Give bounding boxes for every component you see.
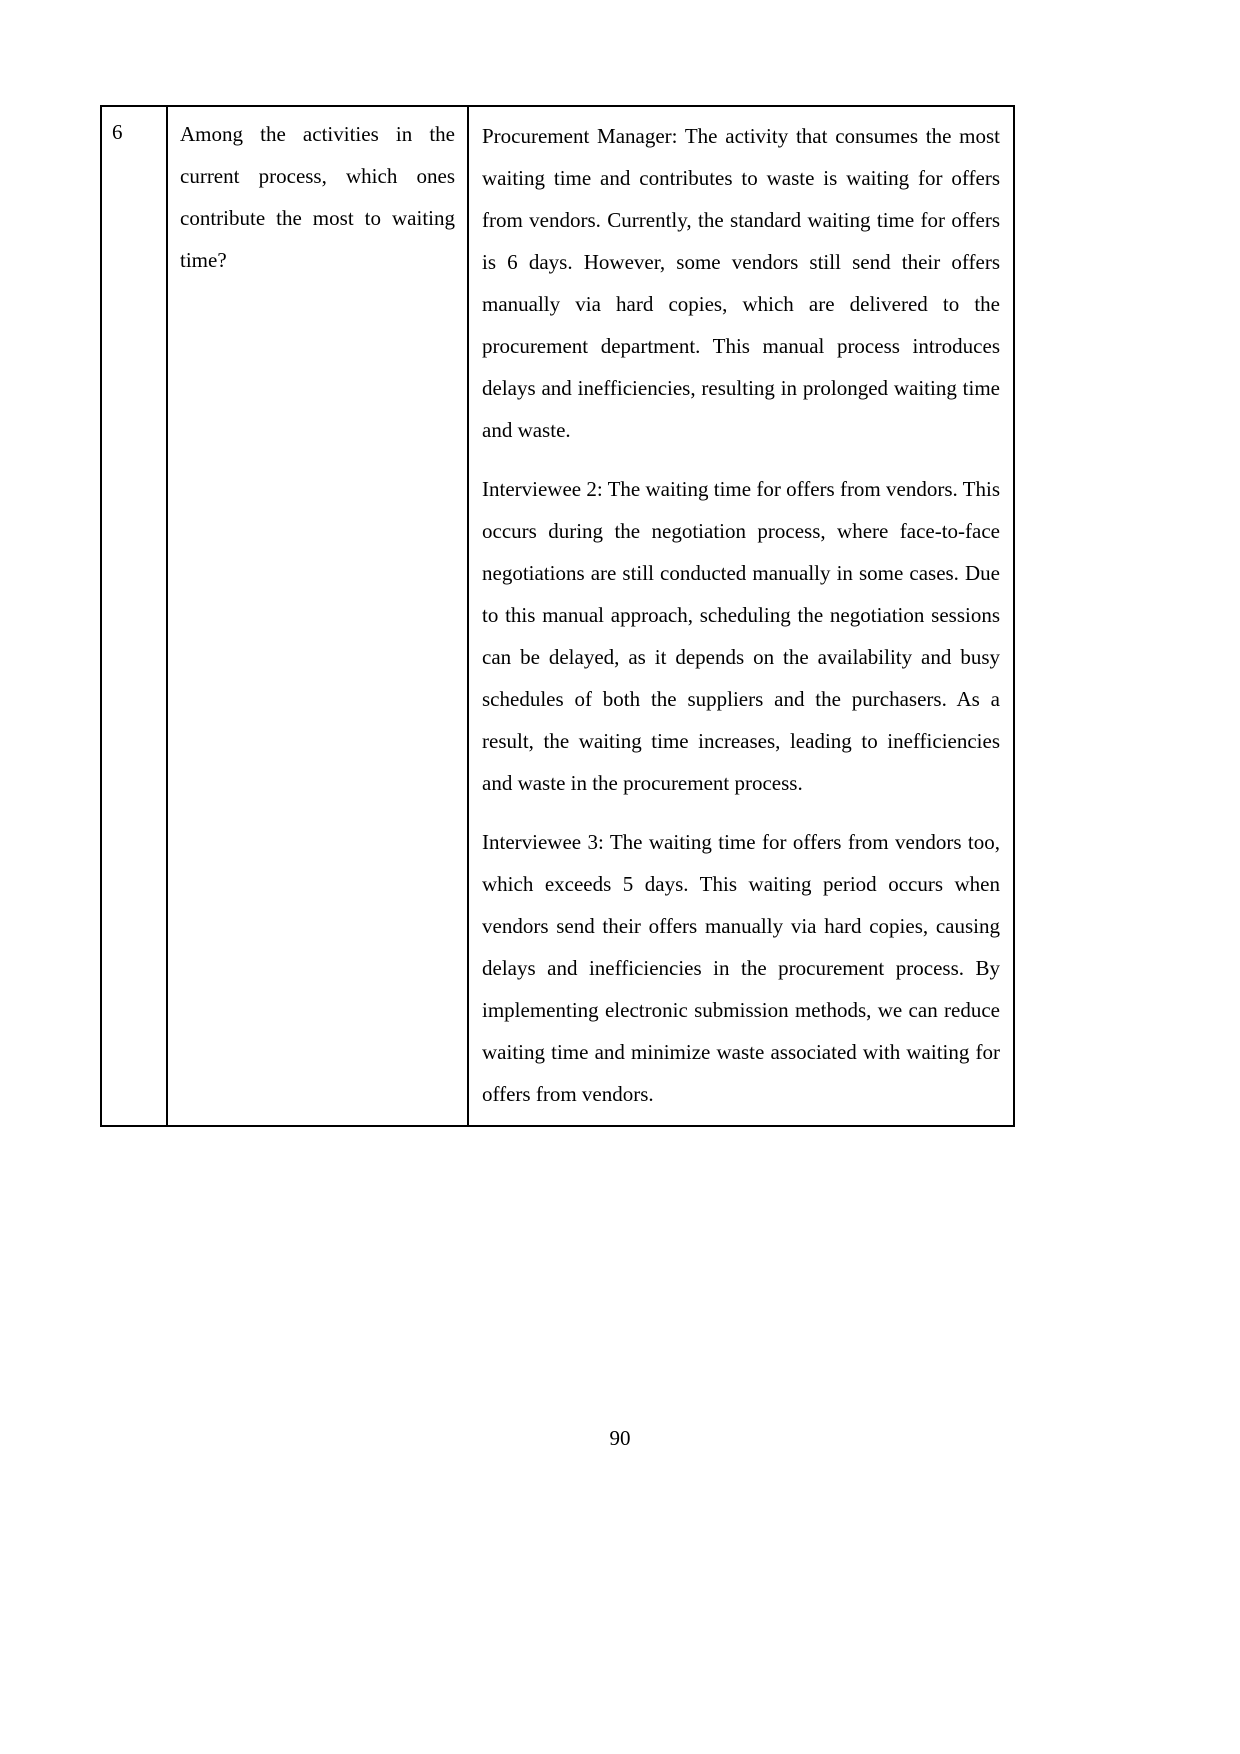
question-text: Among the activities in the current process, which ones contribute the most to waiting time? [180, 122, 455, 272]
page-number: 90 [609, 1426, 631, 1450]
answer-paragraph-interviewee-2: Interviewee 2: The waiting time for offers from vendors. This occurs during the negotiation process, where face-to-face negotiations are still conducted manually in some cases. Due to this manual approach, scheduling the negotiation sessions can be delayed, as it depends on the availability and busy schedules of both the suppliers and the purchasers. As a result, the waiting time increases, leading to inefficiencies and waste in the procurement process. [482, 477, 1000, 795]
answer-paragraph-procurement-manager: Procurement Manager: The activity that consumes the most waiting time and contributes to waste is waiting for offers from vendors. Currently, the standard waiting time for offers is 6 days. However, some vendors still send their offers manually via hard copies, which are delivered to the procurement department. This manual process introduces delays and inefficiencies, resulting in prolonged waiting time and waste. [482, 124, 1000, 442]
table-row [101, 106, 1014, 1126]
question-number: 6 [112, 120, 123, 144]
interview-qa-table [100, 105, 1015, 1127]
question-number-cell [101, 106, 167, 1126]
answer-paragraph-interviewee-3: Interviewee 3: The waiting time for offers from vendors too, which exceeds 5 days. This waiting period occurs when vendors send their offers manually via hard copies, causing delays and inefficiencies in the procurement process. By implementing electronic submission methods, we can reduce waiting time and minimize waste associated with waiting for offers from vendors. [482, 830, 1000, 1106]
question-cell [167, 106, 468, 1126]
answer-cell [468, 106, 1014, 1126]
